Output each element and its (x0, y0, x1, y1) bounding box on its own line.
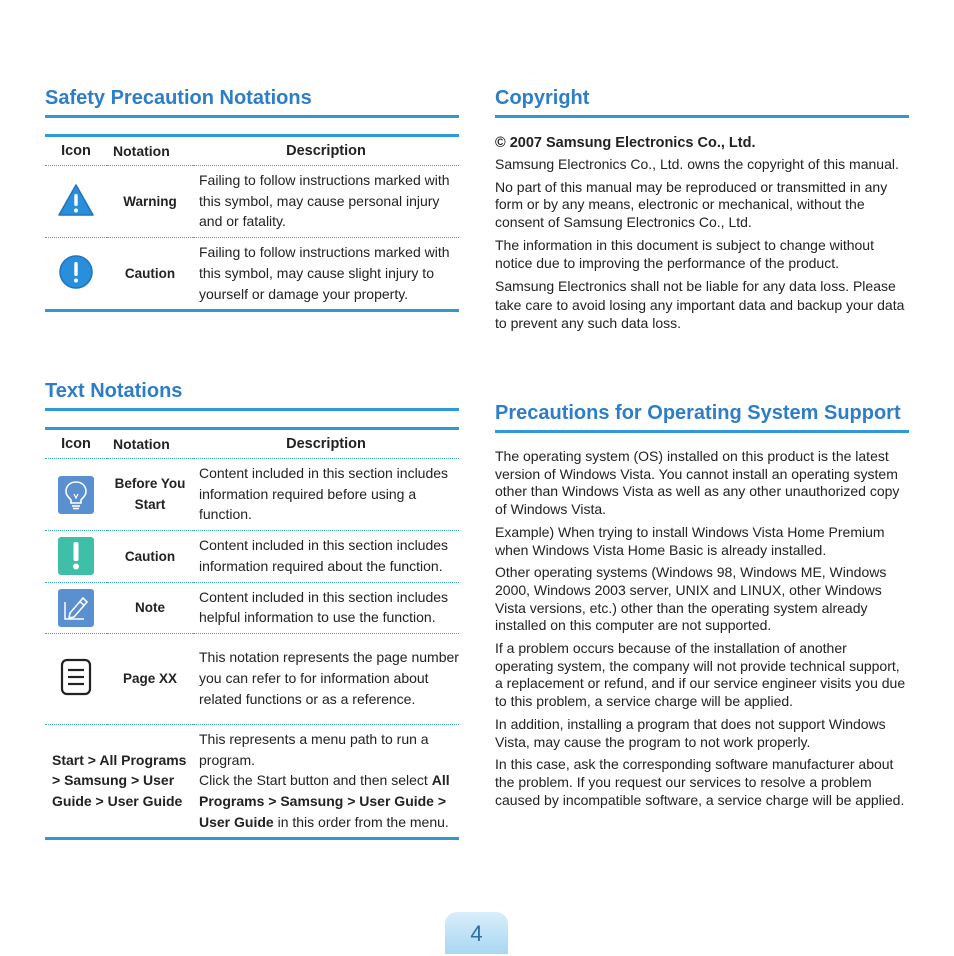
description-cell: Content included in this section includes information required before using a function. (193, 459, 459, 531)
copyright-paragraph: Samsung Electronics shall not be liable for any data loss. Please take care to avoid losing any important data and backup your data to prevent any such data loss. (495, 278, 905, 332)
icon-cell (45, 582, 107, 633)
table-row (45, 724, 459, 839)
table-header-row (45, 136, 459, 166)
copyright-paragraph: Samsung Electronics Co., Ltd. owns the copyright of this manual. (495, 156, 899, 172)
notation-cell: Warning (107, 166, 193, 238)
header-icon: Icon (45, 136, 107, 166)
menu-desc-3: in this order from the menu. (273, 813, 449, 830)
os-paragraph: Other operating systems (Windows 98, Windows ME, Windows 2000, Windows 2003 server, UNIX and LINUX, other Windows Vista versions, etc.) other than the operating system already installed on this computer are not supported. (495, 564, 887, 634)
menu-desc-1: This represents a menu path to run a program. (199, 730, 429, 768)
icon-cell (45, 459, 107, 531)
notation-cell: Before You Start (107, 459, 193, 531)
description-cell: This notation represents the page number you can refer to for information about related functions or as a reference. (193, 633, 459, 724)
exclamation-icon (58, 537, 94, 575)
header-description: Description (193, 429, 459, 459)
icon-cell (45, 633, 107, 724)
safety-table (45, 134, 459, 312)
notation-cell: Caution (107, 531, 193, 582)
header-notation: Notation (107, 136, 193, 166)
text-notations-title: Text Notations (45, 380, 459, 411)
menu-path-cell: Start > All Programs > Samsung > User Guide > User Guide (52, 751, 187, 810)
notation-cell: Caution (124, 266, 176, 282)
safety-section (45, 87, 459, 312)
table-row (45, 531, 459, 582)
table-row (45, 582, 459, 633)
os-paragraph: In addition, installing a program that does not support Windows Vista, may cause the program to not work properly. (495, 715, 886, 750)
header-notation: Notation (107, 429, 193, 459)
caution-circle-icon (59, 255, 93, 292)
table-row (45, 633, 459, 724)
os-paragraph: In this case, ask the corresponding software manufacturer about the problem. If you request our services to resolve a problem caused by incompatible software, a service charge will be applied. (495, 756, 905, 808)
pencil-note-icon (58, 589, 94, 627)
page-document-icon (60, 658, 92, 699)
copyright-paragraph: The information in this document is subject to change without notice due to improving the performance of the product. (495, 236, 874, 271)
warning-triangle-icon (58, 184, 94, 219)
page-number: 4 (445, 912, 508, 954)
notation-cell: Note (107, 582, 193, 633)
os-paragraph: Example) When trying to install Windows Vista Home Premium when Windows Vista Home Basic is already installed. (495, 523, 885, 558)
os-support-title: Precautions for Operating System Support (495, 402, 909, 433)
description-cell: Content included in this section includes helpful information to use the function. (193, 582, 459, 633)
copyright-section (495, 87, 909, 338)
text-notations-section (45, 380, 459, 840)
description-cell: Failing to follow instructions marked with this symbol, may cause personal injury and or fatality. (193, 166, 459, 238)
description-cell: Failing to follow instructions marked with this symbol, may cause slight injury to yourself or damage your property. (199, 244, 450, 302)
header-icon: Icon (45, 429, 107, 459)
table-row (45, 238, 459, 311)
header-description: Description (193, 136, 459, 166)
icon-cell (45, 166, 107, 238)
copyright-title: Copyright (495, 87, 909, 118)
icon-cell (45, 238, 107, 311)
icon-cell (45, 531, 107, 582)
os-support-section (495, 402, 909, 814)
table-header-row (45, 429, 459, 459)
description-cell (193, 724, 459, 839)
copyright-paragraph: No part of this manual may be reproduced or transmitted in any form or by any means, electronic or mechanical, without the consent of Samsung Electronics Co., Ltd. (495, 178, 888, 231)
os-paragraph: If a problem occurs because of the installation of another operating system, the company will not provide technical support, a replacement or refund, and if our service engineer visits you due to this problem, a service charge will be applied. (495, 640, 906, 710)
os-paragraph: The operating system (OS) installed on this product is the latest version of Windows Vista. You cannot install an operating system other than Windows Vista as well as any other unauthorized copy of Windows Vista. (495, 448, 900, 518)
menu-desc-bold: All Programs > Samsung > User Guide > User Guide (199, 772, 450, 830)
table-row (45, 459, 459, 531)
description-cell: Content included in this section includes information required about the function. (193, 531, 459, 582)
table-row (45, 166, 459, 238)
text-notations-table (45, 427, 459, 840)
menu-desc-2: Click the Start button and then select (199, 772, 432, 789)
copyright-owner: © 2007 Samsung Electronics Co., Ltd. (495, 135, 756, 151)
notation-cell: Page XX (107, 633, 193, 724)
safety-title: Safety Precaution Notations (45, 87, 459, 118)
lightbulb-icon (58, 476, 94, 514)
